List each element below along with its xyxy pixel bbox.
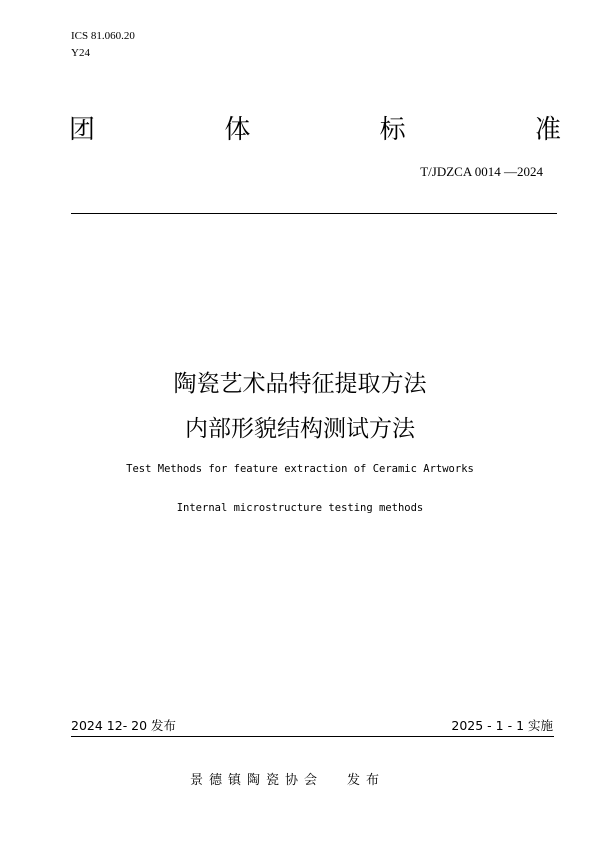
implementation-date: 2025 - 1 - 1 实施 [451,718,553,733]
publisher-name: 景德镇陶瓷协会 [190,773,324,788]
ccs-code: Y24 [71,47,90,59]
publisher-line [190,773,385,789]
title-english-line-2: Internal microstructure testing methods [176,502,424,514]
title-chinese-line-1: 陶瓷艺术品特征提取方法 [173,371,427,397]
standard-type-char: 标 [379,115,406,145]
header-divider [71,213,557,214]
title-english-line-1: Test Methods for feature extraction of Ceramic Artworks [126,463,474,475]
ics-code: ICS 81.060.20 [71,30,135,42]
publish-label: 发布 [347,773,386,788]
standard-type-char: 体 [224,115,251,145]
standard-number: T/JDZCA 0014 —2024 [420,164,543,179]
footer-divider [71,736,554,737]
standard-type-char: 准 [534,115,561,145]
standard-type-heading [69,114,561,146]
title-chinese-line-2: 内部形貌结构测试方法 [185,416,415,442]
issue-date: 2024 12- 20 发布 [71,718,177,733]
standard-type-char: 团 [69,115,96,145]
